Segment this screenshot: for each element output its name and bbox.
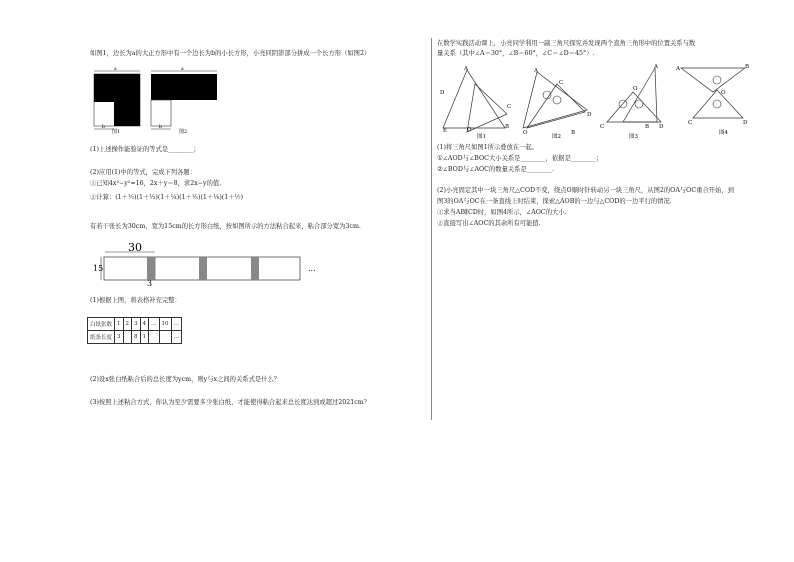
svg-text:O: O — [633, 86, 638, 92]
part-2d: ②直接写出∠AOC的其余所有可能值. — [437, 220, 541, 227]
sub-question-1: (1)根据上图，将表格补充完整： — [90, 297, 181, 304]
svg-text:C: C — [507, 104, 512, 110]
svg-text:A: A — [464, 66, 468, 72]
svg-text:O: O — [721, 90, 726, 96]
table-cell: … — [171, 318, 182, 331]
table-row — [88, 331, 182, 344]
svg-text:B: B — [745, 64, 750, 70]
part-2a: (2)小亮固定其中一块三角尺△COD不变，绕点O顺时针转动另一块三角尺，从图2的OA与OC重合开始，到 — [437, 187, 734, 194]
sub-question-2: (2)设x张白纸粘合后的总长度为ycm，则y与x之间的关系式是什么？ — [90, 376, 281, 383]
triangle-figure-1 — [440, 66, 511, 140]
svg-text:B: B — [505, 124, 510, 130]
question-2b: ②计算：(1＋½)(1＋⅓)(1＋¼)(1＋⅕)(1＋⅙)(1＋⅐) — [90, 194, 244, 201]
svg-text:B: B — [571, 130, 576, 136]
table-cell: 2 — [123, 318, 132, 331]
table-row — [88, 318, 182, 331]
strip-glue-label: 3 — [147, 279, 153, 288]
table-cell: 4 — [140, 318, 149, 331]
svg-text:C: C — [688, 120, 693, 126]
fig1-label-a: a — [114, 67, 117, 72]
svg-text:D: D — [659, 124, 664, 130]
strip-intro: 有若干张长为30cm，宽为15cm的长方形白纸，按如图所示的方法粘合起来，粘合部分宽为3cm. — [90, 223, 361, 230]
glue-area-3 — [251, 257, 259, 280]
table-cell: 3 — [132, 318, 141, 331]
svg-text:D: D — [743, 120, 748, 126]
question-2a: ①已知4x²−y²=16，2x＋y＝8，求2x−y的值. — [90, 180, 222, 187]
glue-area-2 — [199, 257, 207, 280]
svg-text:C: C — [600, 124, 605, 130]
fig-caption-4: 图4 — [719, 130, 728, 136]
svg-text:O: O — [523, 130, 528, 136]
triangle-figure-4 — [675, 64, 749, 136]
svg-text:D: D — [587, 112, 592, 118]
table-cell: … — [149, 318, 160, 331]
table-cell — [149, 331, 160, 344]
data-table — [87, 317, 182, 344]
figure-row-triangles — [437, 62, 767, 142]
fig-caption-3: 图3 — [629, 134, 638, 140]
svg-text:A: A — [676, 66, 680, 72]
table-cell: 纸条长度 — [88, 331, 115, 344]
fig-caption-1: 图1 — [477, 134, 486, 140]
triangle-figure-2 — [523, 68, 592, 140]
strip-length-label: 30 — [128, 241, 142, 254]
svg-text:C: C — [559, 80, 564, 86]
part-2c: ①求当AB∥CD时，如图4所示，∠AOC的大小. — [437, 209, 567, 216]
right-intro-line1: 在数学实践活动课上，小亮同学利用一副三角尺探究并发现两个直角三角形中的位置关系与数 — [437, 40, 696, 47]
fig2-label-a: a — [181, 67, 184, 72]
svg-text:A: A — [534, 68, 538, 74]
fig2-label-b: b — [159, 125, 162, 130]
paper-strip-figure — [90, 240, 322, 288]
part-1: (1)将三角尺如图1所示叠放在一起。 — [437, 144, 539, 151]
fig-caption-2: 图2 — [552, 134, 561, 140]
strip-width-label: 15 — [93, 264, 104, 273]
right-intro-line2: 量关系（其中∠A＝30°，∠B＝60°，∠C＝∠D＝45°）. — [437, 50, 595, 57]
column-divider — [431, 38, 432, 420]
glue-area-1 — [147, 257, 155, 280]
svg-text:E: E — [443, 128, 448, 134]
figure-2 — [149, 66, 221, 134]
fig2-caption: 图2 — [179, 129, 188, 134]
fig1-label-b: b — [102, 125, 105, 130]
question-2: (2)应用(1)中的等式，完成下列各题： — [90, 169, 196, 176]
table-cell: 3 — [115, 331, 124, 344]
part-1a: ①∠AOD与∠BOC大小关系是________，依据是________； — [437, 155, 603, 162]
table-cell: 8 — [132, 331, 141, 344]
table-cell: 1 — [140, 331, 149, 344]
part-2b: 图3的OA与OC在一条直线上时结束，探索△AOB的一边与△COD的一边平行的情况. — [437, 198, 672, 205]
svg-text:A: A — [654, 64, 658, 70]
intro-text: 如图1，边长为a的大正方形中有一个边长为b的小长方形，小亮同阴影部分拼成一个长方形（如图2） — [90, 50, 371, 57]
part-1b: ②∠BOD与∠AOC的数量关系是________. — [437, 166, 554, 173]
sub-question-3: (3)按照上述粘合方式，你认为至少需要多少张白纸，才能使得粘合起来总长度达到或超过2021cm？ — [90, 399, 371, 406]
svg-text:B: B — [645, 124, 650, 130]
figure-1 — [92, 66, 142, 134]
table-cell — [159, 331, 171, 344]
table-cell: 10 — [159, 318, 171, 331]
table-cell: 1 — [115, 318, 124, 331]
question-1: (1)上述操作能验证的等式是________； — [90, 146, 200, 153]
table-cell — [123, 331, 132, 344]
fig1-caption: 图1 — [112, 129, 121, 134]
svg-text:O: O — [467, 127, 472, 133]
table-cell: … — [171, 331, 182, 344]
triangle-figure-3 — [600, 64, 664, 140]
svg-text:D: D — [440, 90, 445, 96]
table-cell: 白纸张数 — [88, 318, 115, 331]
strip-continuation: ... — [308, 264, 316, 273]
